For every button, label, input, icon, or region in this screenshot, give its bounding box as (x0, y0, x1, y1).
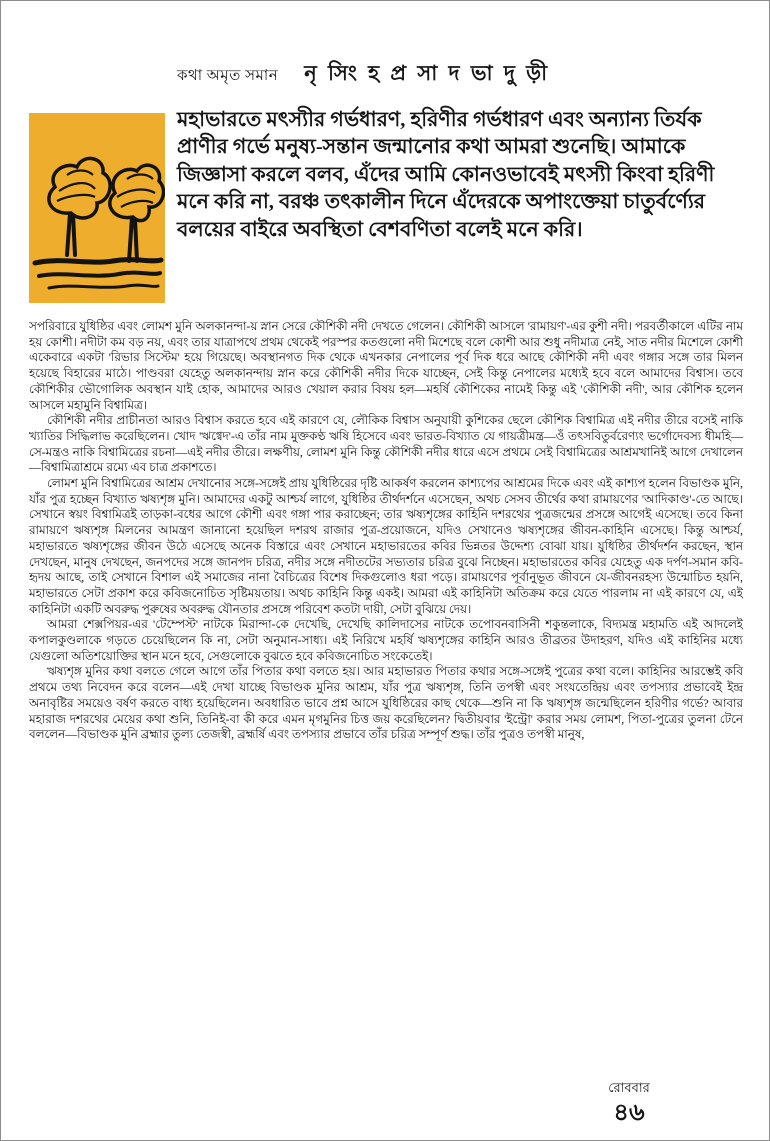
article-body (29, 319, 743, 743)
magazine-name: রোববার (608, 1079, 650, 1095)
intro-paragraph: মহাভারতে মৎস্যীর গর্ভধারণ, হরিণীর গর্ভধারণ এবং অন্যান্য তির্যক প্রাণীর গর্ভে মনুষ্য-সন্তান জন্মানোর কথা আমরা শুনেছি। আমাকে জিজ্ঞাসা করলে বলব, এঁদের আমি কোনওভাবেই মৎস্যী কিংবা হরিণী মনে করি না, বরঞ্চ তৎকালীন দিনে এঁদেরকে অপাংক্তেয়া চাতুর্বর্ণ্যের বলয়ের বাইরে অবস্থিতা বেশবণিতা বলেই মনে করি। (177, 109, 715, 241)
body-paragraph: সপরিবারে যুধিষ্ঠির এবং লোমশ মুনি অলকানন্দা-য় স্নান সেরে কৌশিকী নদী দেখতে গেলেন। কৌশিকী আসলে 'রামায়ণ'-এর কুশী নদী। পরবর্তীকালে এটির নাম হয় কোশী। নদীটা কম বড় নয়, এবং তার যাত্রাপথে প্রথম থেকেই পরস্পর কতগুলো নদী মিশেছে বলে কোশী আর শুধু নদীমাত্র নেই, সাত নদীর মিশেলে কোশী একেবারে একটা 'রিভার সিস্টেম' হয়ে গিয়েছে। অবস্থানগত দিক থেকে এখনকার নেপালের পূর্ব দিক ধরে আছে কৌশিকী নদী এবং গঙ্গার সঙ্গে তার মিলন হয়েছে বিহারের মাঠে। পাণ্ডবরা যেহেতু অলকানন্দায় স্নান করে কৌশিকী নদীর দিকে যাচ্ছেন, সেই কিন্তু নেপালের মধ্যেই হবে বলে আমাদের বিশ্বাস। তবে কৌশিকীর ভৌগোলিক অবস্থান যাই হোক, আমাদের আরও খেয়াল করার বিষয় হল—মহর্ষি কৌশিকের নামেই কিন্তু এই 'কৌশিকী নদী', আর কৌশিক হলেন আসলে মহামুনি বিশ্বামিত্র। (29, 319, 743, 412)
page-number: ৪৬ (613, 1099, 645, 1126)
page-footer (589, 1079, 669, 1126)
body-paragraph: লোমশ মুনি বিশ্বামিত্রের আশ্রম দেখানোর সঙ্গে-সঙ্গেই প্রায় যুধিষ্ঠিরের দৃষ্টি আকর্ষণ করলেন কাশ্যপের আশ্রমের দিকে এবং এই কাশ্যপ হলেন বিভাণ্ডক মুনি, যাঁর পুত্র হচ্ছেন বিখ্যাত ঋষ্যশৃঙ্গ মুনি। আমাদের একটু আশ্চর্য লাগে, যুধিষ্ঠির তীর্থদর্শনে এসেছেন, অথচ সেসব তীর্থের কথা রামায়ণের 'আদিকাণ্ড'-তে আছে। সেখানে স্বয়ং বিশ্বামিত্রই তাড়কা-বধের আগে কৌশী এবং গঙ্গা পার করাচ্ছেন; তার ঋষ্যশৃঙ্গের কাহিনি দশরথের পুত্রজন্মের প্রসঙ্গে আগেই এসেছে। তবে কিনা রামায়ণে ঋষ্যশৃঙ্গ মিলনের আমন্ত্রণ জানানো হয়েছিল দশরথ রাজার পুত্র-প্রয়োজনে, যদিও সেখানেও ঋষ্যশৃঙ্গের জীবন-কাহিনি এসেছে। কিন্তু আশ্চর্য, মহাভারতে ঋষ্যশৃঙ্গের জীবন উঠে এসেছে অনেক বিস্তারে এবং সেখানে মহাভারতের কবির ভিন্নতর উদ্দেশ্য বোঝা যায়। যুধিষ্ঠির তীর্থদর্শন করছেন, স্থান দেখছেন, মানুষ দেখছেন, জনপদের সঙ্গে জানপদ চরিত্র, নদীর সঙ্গে নদীতটের সভ্যতার চরিত্র বুঝে নিচ্ছেন। মহাভারতের কবির যেহেতু এক দর্পণ-সমান কবি-হৃদয় আছে, তাই সেখানে বিশাল এই সমাজের নানা বৈচিত্রের বিশেষ দিকগুলোও ধরা পড়ে। রামায়ণের পূর্বানুভূত জীবনে যে-জীবনরহস্য উন্মোচিত হয়নি, মহাভারতে সেটা প্রকাশ করে কবিজনোচিত সৃষ্টিময়তায়। অথচ কাহিনি কিন্তু একই। আমরা এই কাহিনিটা অতিক্রম করে যেতে পারলাম না এই কারণে যে, এই কাহিনিটা একটি অবরুদ্ধ পুরুষের অবরুদ্ধ যৌনতার প্রসঙ্গে পরিবেশ কতটা দায়ী, সেটা বুঝিয়ে দেয়। (29, 476, 743, 616)
series-title: কথা অমৃত সমান (177, 68, 279, 84)
body-paragraph: কৌশিকী নদীর প্রাচীনতা আরও বিশ্বাস করতে হবে এই কারণে যে, লৌকিক বিশ্বাস অনুযায়ী কুশিকের ছেলে কৌশিক বিশ্বামিত্র এই নদীর তীরে বসেই নাকি খ্যাতির সিদ্ধিলাভ করেছিলেন। খোদ 'ঋগ্বেদ'-এ তাঁর নাম মুক্তকণ্ঠ ঋষি হিসেবে এবং ভারত-বিখ্যাত যে গায়ত্রীমন্ত্র—ওঁ তৎসবিতুর্বরেণ্যং ভর্গোদেবস্য ধীমহি—সে-মন্ত্রও নাকি বিশ্বামিত্রের রচনা—এই নদীর তীরে। লক্ষণীয়, লোমশ মুনি কিন্তু কৌশিকী নদীর ধারে এসে প্রথমে সেই বিশ্বামিত্রের আশ্রমখানিই আগে দেখালেন—বিশ্বামিত্রাশ্রমে রম্যে এব চাত্র প্রকাশতে। (29, 413, 743, 475)
body-paragraph: আমরা শেক্সপিয়র-এর 'টেম্পেস্ট' নাটকে মিরান্দা-কে দেখেছি, দেখেছি কালিদাসের নাটকে তপোবনবাসিনী শকুন্তলাকে, বিদ্যমন্ত্র মহামতি এই আদলেই কপালকুণ্ডলাকে গড়তে চেয়েছিলেন কি না, সেটা অনুমান-সাধ্য। এই নিরিখে মহর্ষি ঋষ্যশৃঙ্গের কাহিনি আরও তীব্রতর উদাহরণ, যদিও এই কাহিনির মধ্যে যেগুলো অতিশয়োক্তির স্থান মনে হবে, সেগুলোকে বুঝতে হবে কবিজনোচিত সংকেতেই। (29, 617, 743, 663)
trees-drawing-icon (29, 113, 165, 303)
tree-illustration (29, 113, 165, 303)
body-paragraph: ঋষ্যশৃঙ্গ মুনির কথা বলতে গেলে আগে তাঁর পিতার কথা বলতে হয়। আর মহাভারত পিতার কথার সঙ্গে-সঙ্গেই পুত্রের কথা বলে। কাহিনির আরম্ভেই কবি প্রথমে তথ্য নিবেদন করে বলেন—এই দেখা যাচ্ছে বিভাণ্ডক মুনির আশ্রম, যাঁর পুত্র ঋষ্যশৃঙ্গ, তিনি তপস্বী এবং সংযতেন্দ্রিয় এবং তপস্যার প্রভাবেই ইন্দ্র অনাবৃষ্টির সময়েও বর্ষণ করতে বাধ্য হয়েছিলেন। অবধারিত ভাবে প্রশ্ন আসে যুধিষ্ঠিরের কাছ থেকে—শুনি না কি ঋষ্যশৃঙ্গ জন্মেছিলেন হরিণীর গর্ভে? আবার মহারাজ দশরথের মেয়ের কথা শুনি, তিনিই-বা কী করে এমন মৃগমুনির চিত্ত জয় করেছিলেন? দ্বিতীয়বার 'ইন্ট্রো' করার সময় লোমশ, পিতা-পুত্রের তুলনা টেনে বললেন—বিভাণ্ডক মুনি ব্রহ্মার তুল্য তেজস্বী, ব্রহ্মর্ষি এবং তপস্যার প্রভাবে তাঁর চরিত্র সম্পূর্ণ শুদ্ধ। তাঁর পুত্রও তপস্বী মানুষ, (29, 664, 743, 742)
author-name: নৃ সিং হ প্র সা দ ভা দু ড়ী (304, 61, 551, 85)
page-header (177, 57, 550, 92)
